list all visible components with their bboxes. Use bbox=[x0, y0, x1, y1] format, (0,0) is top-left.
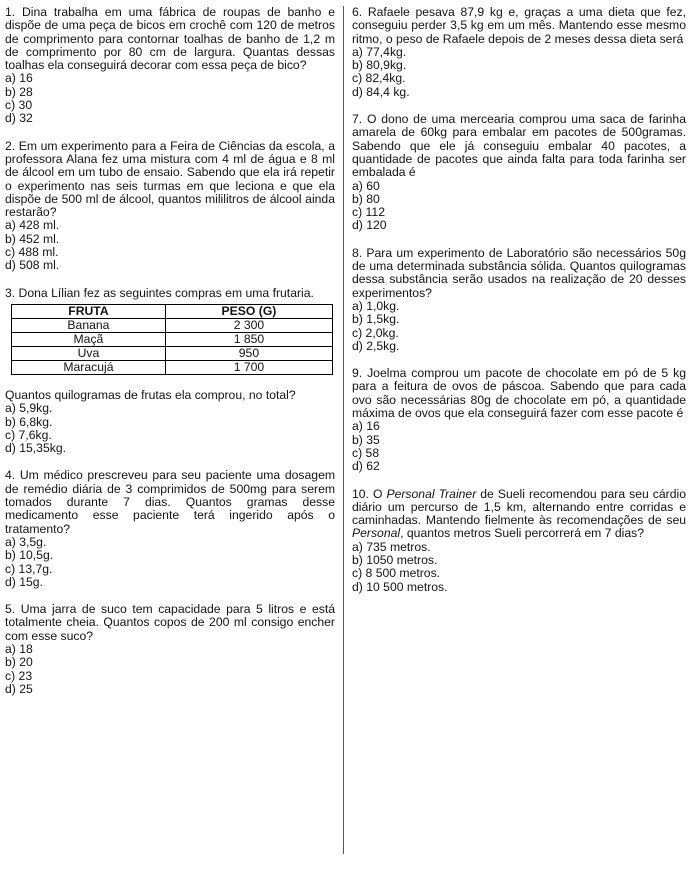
question-7-option-d: d) 120 bbox=[352, 218, 387, 233]
question-6 bbox=[352, 6, 686, 99]
table-cell-weight: 1 700 bbox=[165, 360, 332, 374]
question-3 bbox=[5, 287, 335, 456]
question-10-option-c: c) 8 500 metros. bbox=[352, 566, 441, 581]
question-8-option-c: c) 2,0kg. bbox=[352, 325, 399, 340]
question-6-option-b: b) 80,9kg. bbox=[352, 58, 407, 73]
question-1-option-a: a) 16 bbox=[5, 71, 33, 86]
question-10-stem-mid: de Sueli recomendou para seu cárdio diário um percurso de 1,5 km, alternando entre corridas e caminhadas. Mantendo fielmente às recomendações de seu bbox=[352, 486, 686, 528]
question-3-question: Quantos quilogramas de frutas ela comprou, no total? bbox=[5, 387, 296, 402]
column-divider bbox=[343, 6, 344, 854]
question-10-stem-post: , quantos metros Sueli percorrerá em 7 dias? bbox=[400, 526, 644, 541]
table-header-peso: PESO (G) bbox=[165, 304, 332, 318]
question-7 bbox=[352, 113, 686, 233]
question-1 bbox=[5, 6, 335, 126]
table-row bbox=[12, 318, 333, 332]
question-3-option-c: c) 7,6kg. bbox=[5, 427, 52, 442]
question-9-option-a: a) 16 bbox=[352, 419, 380, 434]
question-9 bbox=[352, 367, 686, 473]
question-3-option-d: d) 15,35kg. bbox=[5, 441, 66, 456]
question-7-option-c: c) 112 bbox=[352, 205, 385, 220]
question-9-option-d: d) 62 bbox=[352, 459, 380, 474]
question-4-option-c: c) 13,7g. bbox=[5, 561, 53, 576]
question-8-stem: 8. Para um experimento de Laboratório são necessários 50g de uma determinada substância sólida. Quantos quilogramas dessa substância serão usados na realização de 20 desses experimentos? bbox=[352, 245, 686, 300]
table-cell-weight: 950 bbox=[165, 346, 332, 360]
question-8-option-a: a) 1,0kg. bbox=[352, 298, 400, 313]
question-5-option-d: d) 25 bbox=[5, 681, 33, 696]
question-2-option-a: a) 428 ml. bbox=[5, 218, 60, 233]
table-row bbox=[12, 332, 333, 346]
question-4-option-a: a) 3,5g. bbox=[5, 534, 47, 549]
table-cell-fruit: Banana bbox=[12, 318, 166, 332]
question-3-option-a: a) 5,9kg. bbox=[5, 401, 53, 416]
question-9-option-b: b) 35 bbox=[352, 432, 380, 447]
question-7-option-b: b) 80 bbox=[352, 191, 380, 206]
right-column bbox=[352, 0, 686, 594]
question-5-option-b: b) 20 bbox=[5, 655, 33, 670]
table-row bbox=[12, 346, 333, 360]
question-5 bbox=[5, 603, 335, 696]
question-6-stem: 6. Rafaele pesava 87,9 kg e, graças a uma dieta que fez, conseguiu perder 3,5 kg em um mês. Mantendo esse mesmo ritmo, o peso de Rafaele depois de 2 meses dessa dieta será bbox=[352, 5, 686, 46]
question-4 bbox=[5, 469, 335, 589]
left-column bbox=[5, 0, 335, 696]
question-4-option-b: b) 10,5g. bbox=[5, 548, 54, 563]
question-10-stem-pre: 10. O bbox=[352, 486, 387, 501]
question-3-stem: 3. Dona Lílian fez as seguintes compras em uma frutaria. bbox=[5, 285, 314, 300]
question-4-option-d: d) 15g. bbox=[5, 574, 43, 589]
table-header-fruta: FRUTA bbox=[12, 304, 166, 318]
table-cell-weight: 2 300 bbox=[165, 318, 332, 332]
question-6-option-d: d) 84,4 kg. bbox=[352, 84, 410, 99]
question-8-option-d: d) 2,5kg. bbox=[352, 338, 400, 353]
question-1-stem: 1. Dina trabalha em uma fábrica de roupas de banho e dispõe de uma peça de bicos em crochê com 120 de metros de comprimento para contornar toalhas de banho de 1,2 m de comprimento por 80 cm de largura. Quantas dessas toalhas ela conseguirá decorar com essa peça de bico? bbox=[5, 5, 335, 73]
question-2-option-c: c) 488 ml. bbox=[5, 245, 59, 260]
question-10 bbox=[352, 488, 686, 594]
question-10-stem bbox=[352, 488, 686, 541]
question-2 bbox=[5, 140, 335, 273]
question-10-stem-italic-1: Personal Trainer bbox=[386, 486, 477, 501]
table-cell-fruit: Uva bbox=[12, 346, 166, 360]
question-2-option-d: d) 508 ml. bbox=[5, 258, 60, 273]
question-9-option-c: c) 58 bbox=[352, 445, 380, 460]
fruit-table bbox=[11, 304, 333, 375]
question-8 bbox=[352, 247, 686, 353]
question-10-option-a: a) 735 metros. bbox=[352, 539, 431, 554]
question-6-option-a: a) 77,4kg. bbox=[352, 44, 407, 59]
question-3-option-b: b) 6,8kg. bbox=[5, 414, 53, 429]
question-5-option-a: a) 18 bbox=[5, 641, 33, 656]
question-6-option-c: c) 82,4kg. bbox=[352, 71, 406, 86]
question-1-option-c: c) 30 bbox=[5, 98, 33, 113]
question-7-option-a: a) 60 bbox=[352, 178, 380, 193]
question-5-stem: 5. Uma jarra de suco tem capacidade para 5 litros e está totalmente cheia. Quantos copos de 200 ml consigo encher com esse suco? bbox=[5, 602, 335, 643]
question-2-option-b: b) 452 ml. bbox=[5, 231, 60, 246]
question-5-option-c: c) 23 bbox=[5, 668, 33, 683]
table-row bbox=[12, 360, 333, 374]
question-2-stem: 2. Em um experimento para a Feira de Ciências da escola, a professora Alana fez uma mistura com 4 ml de água e 8 ml de álcool em um tubo de ensaio. Sabendo que ela irá repetir o experimento nas seis turmas em que leciona e que ela dispõe de 500 ml de álcool, quantos mililitros de álcool ainda restarão? bbox=[5, 138, 335, 220]
question-4-stem: 4. Um médico prescreveu para seu paciente uma dosagem de remédio diária de 3 comprimidos de 500mg para serem tomados durante 7 dias. Quantos gramas desse medicamento esse paciente terá ingerido após o tratamento? bbox=[5, 468, 335, 536]
question-10-option-b: b) 1050 metros. bbox=[352, 552, 438, 567]
table-cell-weight: 1 850 bbox=[165, 332, 332, 346]
question-10-stem-italic-2: Personal bbox=[352, 526, 401, 541]
question-7-stem: 7. O dono de uma mercearia comprou uma saca de farinha amarela de 60kg para embalar em pacotes de 500gramas. Sabendo que ele já conseguiu embalar 40 pacotes, a quantidade de pacotes que ainda falta para toda farinha ser embalada é bbox=[352, 112, 686, 180]
question-9-stem: 9. Joelma comprou um pacote de chocolate em pó de 5 kg para a feitura de ovos de páscoa. Sabendo que para cada ovo são necessárias 80g de chocolate em pó, a quantidade máxima de ovos que ela conseguirá fazer com esse pacote é bbox=[352, 366, 686, 421]
question-8-option-b: b) 1,5kg. bbox=[352, 312, 400, 327]
question-1-option-d: d) 32 bbox=[5, 111, 33, 126]
table-cell-fruit: Maracujá bbox=[12, 360, 166, 374]
question-10-option-d: d) 10 500 metros. bbox=[352, 579, 448, 594]
table-cell-fruit: Maçã bbox=[12, 332, 166, 346]
question-1-option-b: b) 28 bbox=[5, 84, 33, 99]
